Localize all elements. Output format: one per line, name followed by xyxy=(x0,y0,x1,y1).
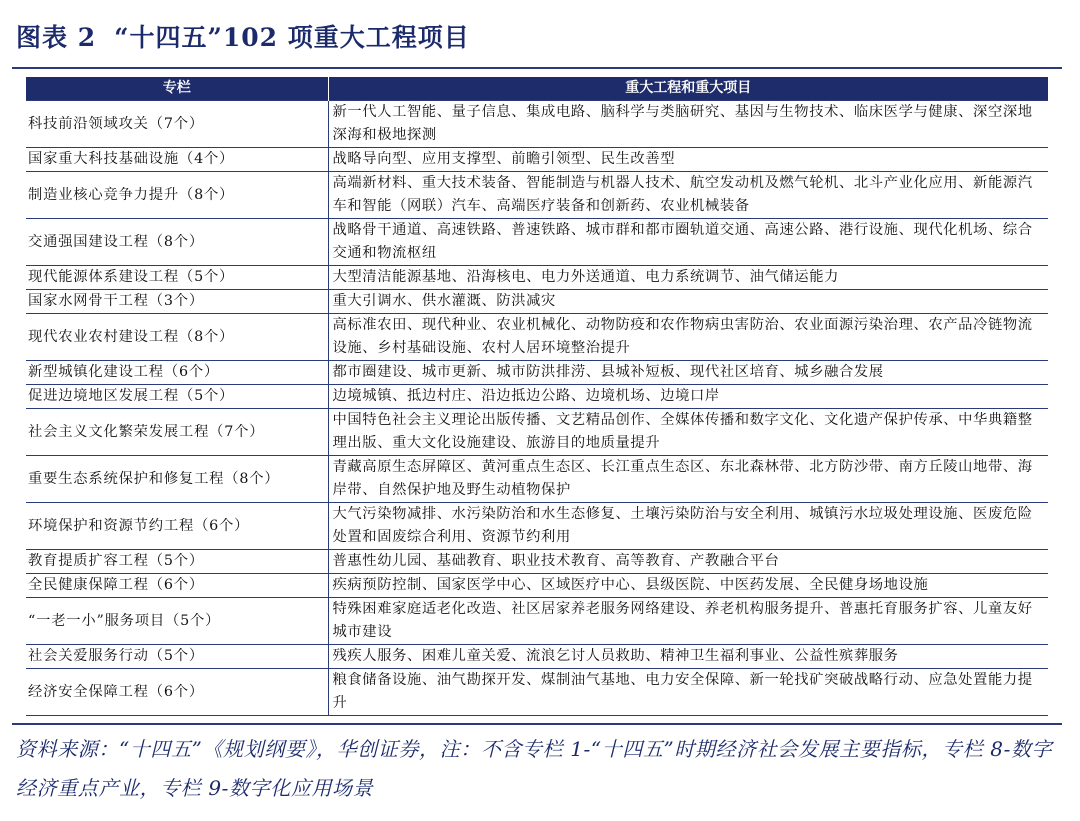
column-name-cell: 促进边境地区发展工程（5个） xyxy=(26,385,328,409)
title-divider xyxy=(12,67,1062,69)
table-row xyxy=(26,290,1048,314)
project-items-cell: 粮食储备设施、油气勘探开发、煤制油气基地、电力安全保障、新一轮找矿突破战略行动、应急处置能力提升 xyxy=(328,669,1048,716)
table-row xyxy=(26,669,1048,716)
table-row xyxy=(26,148,1048,172)
project-items-cell: 特殊困难家庭适老化改造、社区居家养老服务网络建设、养老机构服务提升、普惠托育服务扩容、儿童友好城市建设 xyxy=(328,598,1048,645)
table-row xyxy=(26,598,1048,645)
project-items-cell: 普惠性幼儿园、基础教育、职业技术教育、高等教育、产教融合平台 xyxy=(328,550,1048,574)
header-projects: 重大工程和重大项目 xyxy=(328,77,1048,101)
table-row xyxy=(26,550,1048,574)
projects-table xyxy=(26,77,1048,716)
table-row xyxy=(26,645,1048,669)
project-items-cell: 中国特色社会主义理论出版传播、文艺精品创作、全媒体传播和数字文化、文化遗产保护传承、中华典籍整理出版、重大文化设施建设、旅游目的地质量提升 xyxy=(328,409,1048,456)
column-name-cell: 经济安全保障工程（6个） xyxy=(26,669,328,716)
project-items-cell: 大气污染物减排、水污染防治和水生态修复、土壤污染防治与安全利用、城镇污水垃圾处理设施、医废危险处置和固废综合利用、资源节约利用 xyxy=(328,503,1048,550)
figure-title xyxy=(16,18,470,54)
project-items-cell: 边境城镇、抵边村庄、沿边抵边公路、边境机场、边境口岸 xyxy=(328,385,1048,409)
footer-divider xyxy=(12,723,1062,725)
table-row xyxy=(26,574,1048,598)
table-row xyxy=(26,172,1048,219)
column-name-cell: 现代能源体系建设工程（5个） xyxy=(26,266,328,290)
column-name-cell: 国家水网骨干工程（3个） xyxy=(26,290,328,314)
table-row xyxy=(26,361,1048,385)
figure-title-text: “十四五”102 项重大工程项目 xyxy=(114,23,470,52)
column-name-cell: 现代农业农村建设工程（8个） xyxy=(26,314,328,361)
column-name-cell: 新型城镇化建设工程（6个） xyxy=(26,361,328,385)
table-row xyxy=(26,266,1048,290)
project-items-cell: 都市圈建设、城市更新、城市防洪排涝、县城补短板、现代社区培育、城乡融合发展 xyxy=(328,361,1048,385)
column-name-cell: 环境保护和资源节约工程（6个） xyxy=(26,503,328,550)
table-body xyxy=(26,101,1048,716)
column-name-cell: 科技前沿领域攻关（7个） xyxy=(26,101,328,148)
column-name-cell: 重要生态系统保护和修复工程（8个） xyxy=(26,456,328,503)
projects-table-container xyxy=(26,77,1048,716)
project-items-cell: 青藏高原生态屏障区、黄河重点生态区、长江重点生态区、东北森林带、北方防沙带、南方丘陵山地带、海岸带、自然保护地及野生动植物保护 xyxy=(328,456,1048,503)
source-note: 资料来源：“十四五”《规划纲要》，华创证券，注：不含专栏 1-“十四五”时期经济社会发展主要指标，专栏 8-数字经济重点产业，专栏 9-数字化应用场景 xyxy=(16,737,1053,800)
column-name-cell: 交通强国建设工程（8个） xyxy=(26,219,328,266)
project-items-cell: 大型清洁能源基地、沿海核电、电力外送通道、电力系统调节、油气储运能力 xyxy=(328,266,1048,290)
table-row xyxy=(26,456,1048,503)
table-header-row xyxy=(26,77,1048,101)
header-column: 专栏 xyxy=(26,77,328,101)
project-items-cell: 新一代人工智能、量子信息、集成电路、脑科学与类脑研究、基因与生物技术、临床医学与健康、深空深地深海和极地探测 xyxy=(328,101,1048,148)
column-name-cell: 社会关爱服务行动（5个） xyxy=(26,645,328,669)
table-row xyxy=(26,409,1048,456)
column-name-cell: 社会主义文化繁荣发展工程（7个） xyxy=(26,409,328,456)
project-items-cell: 高标准农田、现代种业、农业机械化、动物防疫和农作物病虫害防治、农业面源污染治理、农产品冷链物流设施、乡村基础设施、农村人居环境整治提升 xyxy=(328,314,1048,361)
column-name-cell: 全民健康保障工程（6个） xyxy=(26,574,328,598)
table-row xyxy=(26,385,1048,409)
project-items-cell: 残疾人服务、困难儿童关爱、流浪乞讨人员救助、精神卫生福利事业、公益性殡葬服务 xyxy=(328,645,1048,669)
table-row xyxy=(26,101,1048,148)
column-name-cell: “一老一小”服务项目（5个） xyxy=(26,598,328,645)
column-name-cell: 教育提质扩容工程（5个） xyxy=(26,550,328,574)
table-row xyxy=(26,219,1048,266)
figure-label: 图表 2 xyxy=(16,23,97,52)
project-items-cell: 重大引调水、供水灌溉、防洪减灾 xyxy=(328,290,1048,314)
column-name-cell: 制造业核心竞争力提升（8个） xyxy=(26,172,328,219)
project-items-cell: 战略骨干通道、高速铁路、普速铁路、城市群和都市圈轨道交通、高速公路、港行设施、现代化机场、综合交通和物流枢纽 xyxy=(328,219,1048,266)
table-row xyxy=(26,503,1048,550)
column-name-cell: 国家重大科技基础设施（4个） xyxy=(26,148,328,172)
table-row xyxy=(26,314,1048,361)
project-items-cell: 战略导向型、应用支撑型、前瞻引领型、民生改善型 xyxy=(328,148,1048,172)
project-items-cell: 高端新材料、重大技术装备、智能制造与机器人技术、航空发动机及燃气轮机、北斗产业化应用、新能源汽车和智能（网联）汽车、高端医疗装备和创新药、农业机械装备 xyxy=(328,172,1048,219)
project-items-cell: 疾病预防控制、国家医学中心、区域医疗中心、县级医院、中医药发展、全民健身场地设施 xyxy=(328,574,1048,598)
